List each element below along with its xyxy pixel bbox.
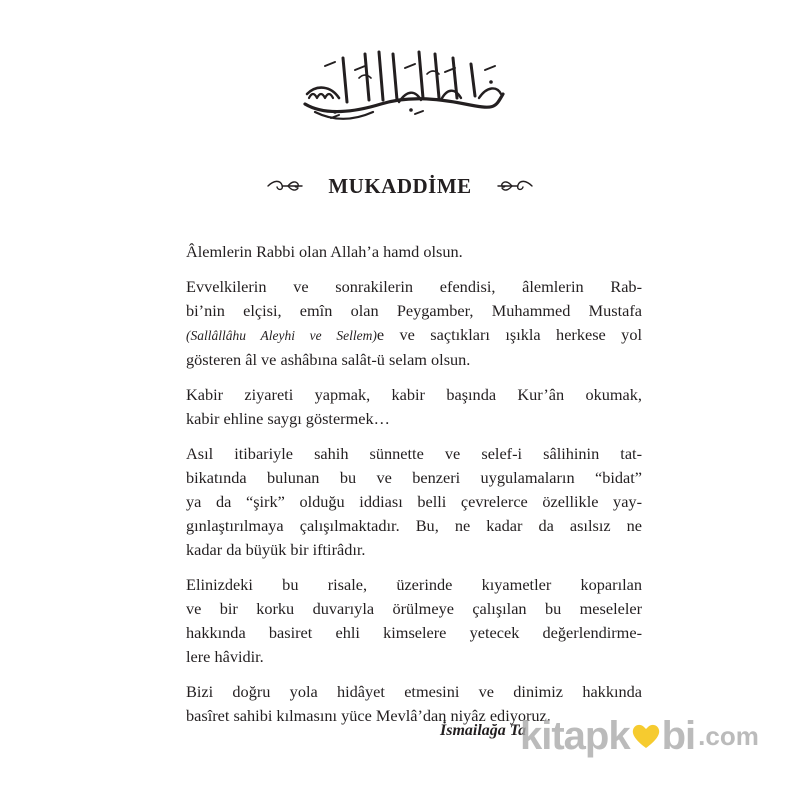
text-line: kabir ehline saygı göstermek… [186,409,390,428]
text-line: basîret sahibi kılmasını yüce Mevlâ’dan niyâz ediyoruz. [186,706,551,725]
body-text [186,240,642,739]
heading-row [240,168,560,204]
paragraph-5 [186,573,642,669]
text-line: Asıl itibariyle sahih sünnette ve selef-i sâlihinin tat- [186,444,642,463]
text-line: gösteren âl ve ashâbına salât-ü selam olsun. [186,350,471,369]
paragraph-4 [186,442,642,562]
text-line: ya da “şirk” olduğu iddiası belli çevrelerce özellikle yay- [186,492,642,511]
text-line: kadar da büyük bir iftirâdır. [186,540,366,559]
watermark-domain: .com [698,720,759,751]
text-line: ve bir korku duvarıyla örülmeye çalışılan bu meseleler [186,599,642,618]
watermark-text-part2: bi [661,713,696,758]
heart-icon [631,722,661,750]
page-title: MUKADDİME [328,173,472,198]
text-line: lere hâvidir. [186,647,264,666]
basmala-calligraphy [295,42,510,122]
paragraph-1 [186,240,642,264]
right-ornament-icon [494,178,534,194]
kitapkalbi-watermark-logo [520,700,770,772]
text-line: Âlemlerin Rabbi olan Allah’a hamd olsun. [186,242,463,261]
left-ornament-icon [266,178,306,194]
author-signature: İsmailağa Ta [440,722,527,739]
paragraph-2 [186,275,642,372]
text-line: Elinizdeki bu risale, üzerinde kıyametler koparılan [186,575,642,594]
text-line: bikatında bulunan bu ve benzeri uygulamaların “bidat” [186,468,642,487]
text-line: gınlaştırılmaya çalışılmaktadır. Bu, ne kadar da asılsız ne [186,516,642,535]
honorific-note: (Sallâllâhu Aleyhi ve Sellem) [186,328,377,343]
paragraph-3 [186,383,642,431]
text-line: Evvelkilerin ve sonrakilerin efendisi, âlemlerin Rab- [186,277,642,296]
text-line: hakkında basiret ehli kimselere yetecek değerlendirme- [186,623,642,642]
text-line: bi’nin elçisi, emîn olan Peygamber, Muhammed Mustafa [186,301,642,320]
text-line [186,323,642,348]
text-line-rest: e ve saçtıkları ışıkla herkese yol [376,325,642,344]
watermark-text-part1: kitapk [520,713,630,758]
text-line: Bizi doğru yola hidâyet etmesini ve dinimiz hakkında [186,682,642,701]
text-line: Kabir ziyareti yapmak, kabir başında Kur’ân okumak, [186,385,642,404]
